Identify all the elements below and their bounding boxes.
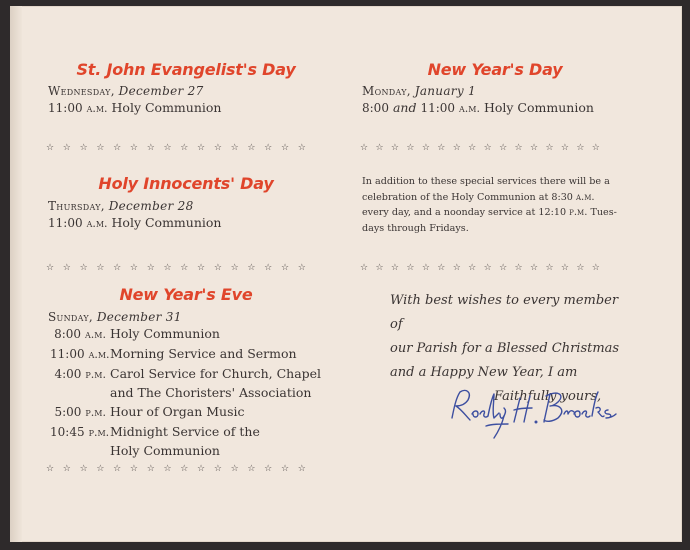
star-icon: ☆	[483, 143, 492, 153]
star-icon: ☆	[576, 143, 585, 153]
star-icon: ☆	[280, 263, 290, 273]
star-divider	[360, 143, 600, 153]
star-icon: ☆	[375, 143, 384, 153]
service-desc: Holy Communion	[483, 100, 594, 115]
additional-services-paragraph	[362, 174, 628, 236]
star-icon: ☆	[280, 464, 290, 474]
star-icon: ☆	[247, 143, 256, 153]
service-new-year	[362, 100, 594, 115]
star-icon: ☆	[163, 263, 172, 273]
schedule-row	[50, 422, 330, 460]
heading-holy-innocents: Holy Innocents' Day	[98, 174, 274, 193]
service-time: 11:00	[48, 101, 83, 115]
star-icon: ☆	[452, 143, 461, 153]
star-icon: ☆	[79, 464, 88, 474]
wishes-line: With best wishes to every member of	[390, 293, 619, 332]
star-icon: ☆	[560, 263, 569, 273]
star-icon: ☆	[180, 263, 189, 273]
star-icon: ☆	[46, 143, 55, 153]
star-icon: ☆	[163, 143, 172, 153]
star-icon: ☆	[230, 143, 239, 153]
service-time: 11:00	[48, 216, 83, 230]
star-icon: ☆	[213, 143, 222, 153]
para-line: days through Fridays.	[362, 222, 469, 234]
schedule-desc: Midnight Service of the	[110, 424, 260, 439]
schedule-row	[50, 364, 330, 402]
star-icon: ☆	[437, 263, 446, 273]
service-time: 8:00	[362, 101, 389, 115]
para-line: celebration of the Holy Communion at 8:30 a.m.	[362, 191, 595, 203]
star-icon: ☆	[390, 263, 399, 273]
star-icon: ☆	[499, 263, 508, 273]
star-icon: ☆	[197, 143, 206, 153]
star-icon: ☆	[213, 263, 222, 273]
handwritten-signature	[446, 380, 626, 450]
star-icon: ☆	[406, 143, 415, 153]
star-divider	[46, 263, 306, 273]
star-icon: ☆	[62, 143, 71, 153]
star-icon: ☆	[437, 143, 446, 153]
schedule-ampm: p.m.	[88, 426, 110, 439]
star-icon: ☆	[180, 143, 189, 153]
schedule-desc: Carol Service for Church, Chapel	[110, 366, 322, 381]
star-icon: ☆	[514, 263, 523, 273]
date: January 1	[414, 84, 476, 98]
star-icon: ☆	[468, 143, 477, 153]
star-icon: ☆	[264, 464, 273, 474]
schedule-desc-cont: Holy Communion	[110, 443, 220, 458]
star-icon: ☆	[529, 263, 539, 273]
schedule-ampm: a.m.	[85, 328, 106, 341]
star-icon: ☆	[421, 143, 430, 153]
schedule-ampm: p.m.	[85, 368, 106, 381]
star-icon: ☆	[113, 143, 122, 153]
date: December 31	[96, 310, 182, 324]
schedule-desc: Morning Service and Sermon	[110, 346, 297, 361]
star-icon: ☆	[96, 143, 105, 153]
star-divider	[46, 143, 306, 153]
weekday: Monday,	[362, 84, 411, 98]
star-icon: ☆	[297, 143, 306, 153]
eve-schedule	[50, 324, 330, 460]
star-divider	[360, 263, 600, 273]
day-line-eve	[48, 310, 182, 324]
star-icon: ☆	[360, 263, 369, 273]
service-desc: Holy Communion	[111, 100, 222, 115]
star-icon: ☆	[129, 464, 138, 474]
para-line: every day, and a noonday service at 12:10 p.m. Tues-	[362, 207, 617, 218]
schedule-ampm: p.m.	[85, 406, 106, 419]
star-icon: ☆	[197, 263, 206, 273]
schedule-row	[50, 402, 330, 422]
star-icon: ☆	[406, 263, 415, 273]
schedule-time: 10:45	[50, 425, 85, 439]
service-st-john	[48, 100, 221, 115]
service-desc: Holy Communion	[111, 215, 222, 230]
star-icon: ☆	[264, 143, 273, 153]
star-icon: ☆	[468, 263, 477, 273]
star-icon: ☆	[79, 263, 88, 273]
conjunction: and	[392, 100, 417, 115]
star-icon: ☆	[230, 464, 239, 474]
star-icon: ☆	[264, 263, 273, 273]
star-icon: ☆	[576, 263, 585, 273]
day-line-innocents	[48, 199, 194, 213]
day-line-st-john	[48, 84, 204, 98]
program-card	[10, 6, 682, 542]
star-icon: ☆	[79, 143, 88, 153]
heading-st-john: St. John Evangelist's Day	[76, 60, 296, 79]
para-line: In addition to these special services there will be a	[362, 176, 610, 187]
star-icon: ☆	[129, 263, 138, 273]
star-icon: ☆	[591, 263, 600, 273]
schedule-row	[50, 324, 330, 344]
date: December 27	[118, 84, 204, 98]
star-icon: ☆	[591, 143, 600, 153]
star-icon: ☆	[96, 263, 105, 273]
star-icon: ☆	[297, 263, 306, 273]
star-icon: ☆	[197, 464, 206, 474]
star-icon: ☆	[514, 143, 523, 153]
service-ampm: a.m.	[459, 102, 480, 115]
schedule-time: 8:00	[54, 327, 82, 341]
heading-new-years-day: New Year's Day	[427, 60, 563, 79]
weekday: Sunday,	[48, 310, 94, 324]
star-icon: ☆	[280, 143, 290, 153]
star-icon: ☆	[62, 263, 71, 273]
star-icon: ☆	[62, 464, 71, 474]
schedule-ampm: a.m.	[88, 348, 110, 361]
star-icon: ☆	[297, 464, 306, 474]
star-icon: ☆	[452, 263, 461, 273]
star-icon: ☆	[213, 464, 222, 474]
star-icon: ☆	[163, 464, 172, 474]
wishes-line: Faithfully yours,	[494, 389, 602, 404]
service-ampm: a.m.	[86, 217, 108, 230]
star-icon: ☆	[230, 263, 239, 273]
service-innocents	[48, 215, 221, 230]
star-icon: ☆	[421, 263, 430, 273]
star-icon: ☆	[113, 263, 122, 273]
star-icon: ☆	[146, 263, 155, 273]
day-line-new-year	[362, 84, 476, 98]
star-icon: ☆	[146, 464, 155, 474]
star-icon: ☆	[360, 143, 369, 153]
star-icon: ☆	[560, 143, 569, 153]
star-icon: ☆	[499, 143, 508, 153]
service-time: 11:00	[420, 101, 456, 115]
star-icon: ☆	[146, 143, 155, 153]
star-icon: ☆	[129, 143, 138, 153]
star-icon: ☆	[113, 464, 122, 474]
star-divider	[46, 464, 306, 474]
heading-new-years-eve: New Year's Eve	[119, 285, 253, 304]
star-icon: ☆	[46, 263, 55, 273]
service-ampm: a.m.	[86, 102, 108, 115]
schedule-desc-cont: and The Choristers' Association	[110, 385, 312, 400]
star-icon: ☆	[46, 464, 55, 474]
star-icon: ☆	[483, 263, 492, 273]
star-icon: ☆	[180, 464, 189, 474]
star-icon: ☆	[545, 143, 554, 153]
schedule-desc: Hour of Organ Music	[110, 404, 245, 419]
schedule-time: 11:00	[50, 347, 85, 361]
schedule-row	[50, 344, 330, 364]
star-icon: ☆	[375, 263, 384, 273]
star-icon: ☆	[545, 263, 554, 273]
star-icon: ☆	[529, 143, 539, 153]
weekday: Thursday,	[48, 199, 105, 213]
star-icon: ☆	[390, 143, 399, 153]
star-icon: ☆	[247, 263, 256, 273]
schedule-time: 5:00	[54, 405, 82, 419]
schedule-time: 4:00	[54, 367, 82, 381]
star-icon: ☆	[96, 464, 105, 474]
date: December 28	[108, 199, 194, 213]
wishes-line: and a Happy New Year, I am	[390, 365, 578, 380]
schedule-desc: Holy Communion	[110, 326, 220, 341]
star-icon: ☆	[247, 464, 256, 474]
wishes-line: our Parish for a Blessed Christmas	[390, 341, 620, 356]
weekday: Wednesday,	[48, 84, 115, 98]
card-fold	[10, 6, 22, 542]
